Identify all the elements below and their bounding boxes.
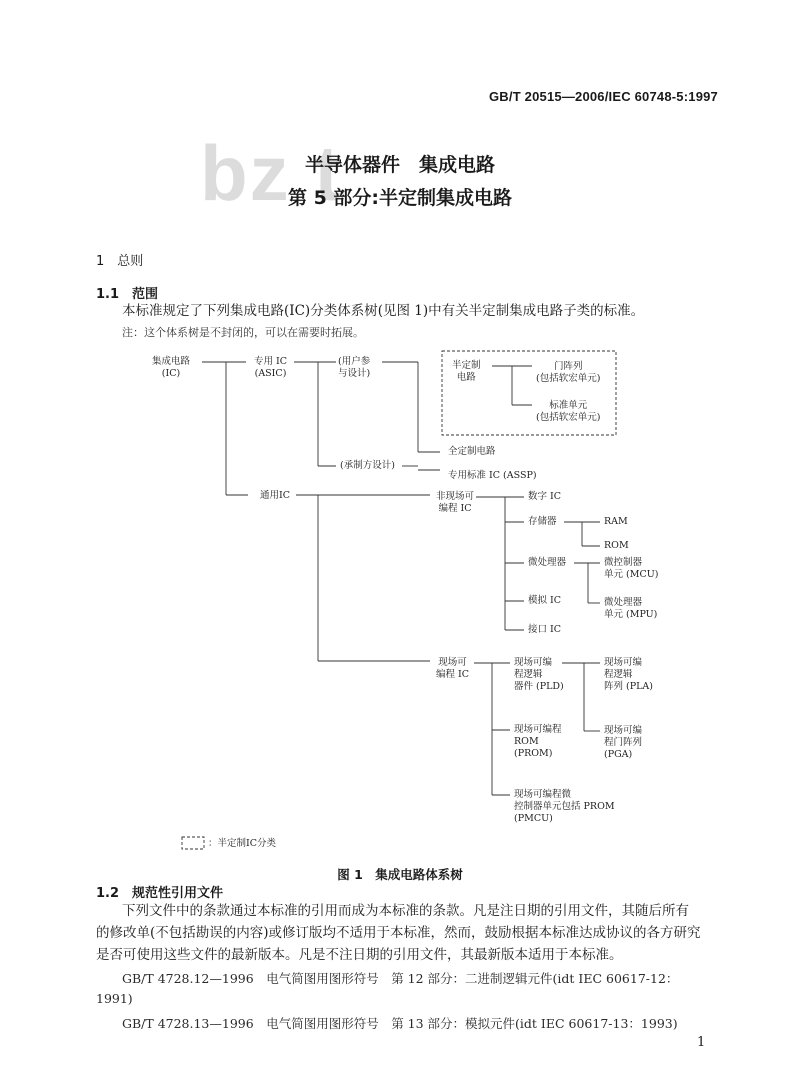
refs-para-line3: 是否可使用这些文件的最新版本。凡是不注日期的引用文件，其最新版本适用于本标准。 — [96, 947, 623, 963]
node-pla: 现场可编 程逻辑 阵列 (PLA) — [604, 657, 653, 692]
node-asic: 专用 IC (ASIC) — [254, 356, 288, 379]
node-microprocessor: 微处理器 — [528, 557, 567, 568]
node-prom: 现场可编程 ROM (PROM) — [514, 724, 562, 759]
node-user-design: (用户参 与设计) — [338, 356, 371, 379]
node-gate-array: 门阵列 (包括软宏单元) — [536, 361, 601, 384]
section-1-2-heading: 1.2 规范性引用文件 — [96, 886, 224, 901]
node-general-ic: 通用IC — [260, 490, 291, 501]
refs-para-line2: 的修改单(不包括勘误的内容)或修订版均不适用于本标准，然而，鼓励根据本标准达成协议的各方研究 — [96, 925, 701, 941]
node-fp-ic: 现场可 编程 IC — [436, 657, 470, 680]
node-analog-ic: 模拟 IC — [528, 595, 562, 606]
node-pmcu: 现场可编程微 控制器单元包括 PROM (PMCU) — [514, 789, 615, 824]
section-1-heading: 1 总则 — [96, 254, 144, 269]
node-pld: 现场可编 程逻辑 器件 (PLD) — [514, 657, 564, 692]
page-title-line1: 半导体器件 集成电路 — [304, 154, 495, 176]
node-vendor-design: (承制方设计) — [340, 460, 395, 471]
node-assp: 专用标准 IC (ASSP) — [448, 470, 537, 481]
node-pga: 现场可编 程门阵列 (PGA) — [604, 725, 643, 760]
reference-4728-12: GB/T 4728.12—1996 电气简图用图形符号 第 12 部分：二进制逻辑元件(idt IEC 60617-12： — [122, 971, 679, 986]
refs-para-line1: 下列文件中的条款通过本标准的引用而成为本标准的条款。凡是注日期的引用文件，其随后所有 — [122, 903, 689, 919]
page-number: 1 — [697, 1035, 706, 1050]
scope-text: 本标准规定了下列集成电路(IC)分类体系树(见图 1)中有关半定制集成电路子类的标准。 — [122, 303, 645, 319]
node-standard-cell: 标准单元 (包括软宏单元) — [536, 400, 601, 423]
node-rom: ROM — [604, 540, 629, 551]
reference-4728-12-cont: 1991) — [96, 991, 133, 1006]
node-interface-ic: 接口 IC — [528, 624, 562, 635]
node-ic: 集成电路 (IC) — [152, 356, 191, 379]
node-mpu: 微处理器 单元 (MPU) — [604, 597, 658, 620]
legend-semi-custom: ：半定制IC分类 — [208, 838, 277, 849]
node-ram: RAM — [604, 516, 628, 527]
watermark: bz t — [200, 129, 343, 217]
standard-code: GB/T 20515—2006/IEC 60748-5:1997 — [489, 89, 718, 104]
scope-note: 注：这个体系树是不封闭的，可以在需要时拓展。 — [122, 326, 364, 339]
node-memory: 存储器 — [528, 516, 557, 527]
section-1-1-heading: 1.1 范围 — [96, 287, 159, 302]
node-non-fp-ic: 非现场可 编程 IC — [436, 491, 475, 514]
node-semi-custom: 半定制 电路 — [452, 360, 481, 383]
reference-4728-13: GB/T 4728.13—1996 电气简图用图形符号 第 13 部分：模拟元件(idt IEC 60617-13：1993) — [122, 1016, 678, 1031]
figure-caption: 图 1 集成电路体系树 — [337, 867, 463, 882]
node-full-custom: 全定制电路 — [448, 446, 496, 457]
page-title-line2: 第 5 部分:半定制集成电路 — [287, 187, 513, 209]
node-mcu: 微控制器 单元 (MCU) — [604, 557, 659, 580]
node-digital-ic: 数字 IC — [528, 491, 562, 502]
